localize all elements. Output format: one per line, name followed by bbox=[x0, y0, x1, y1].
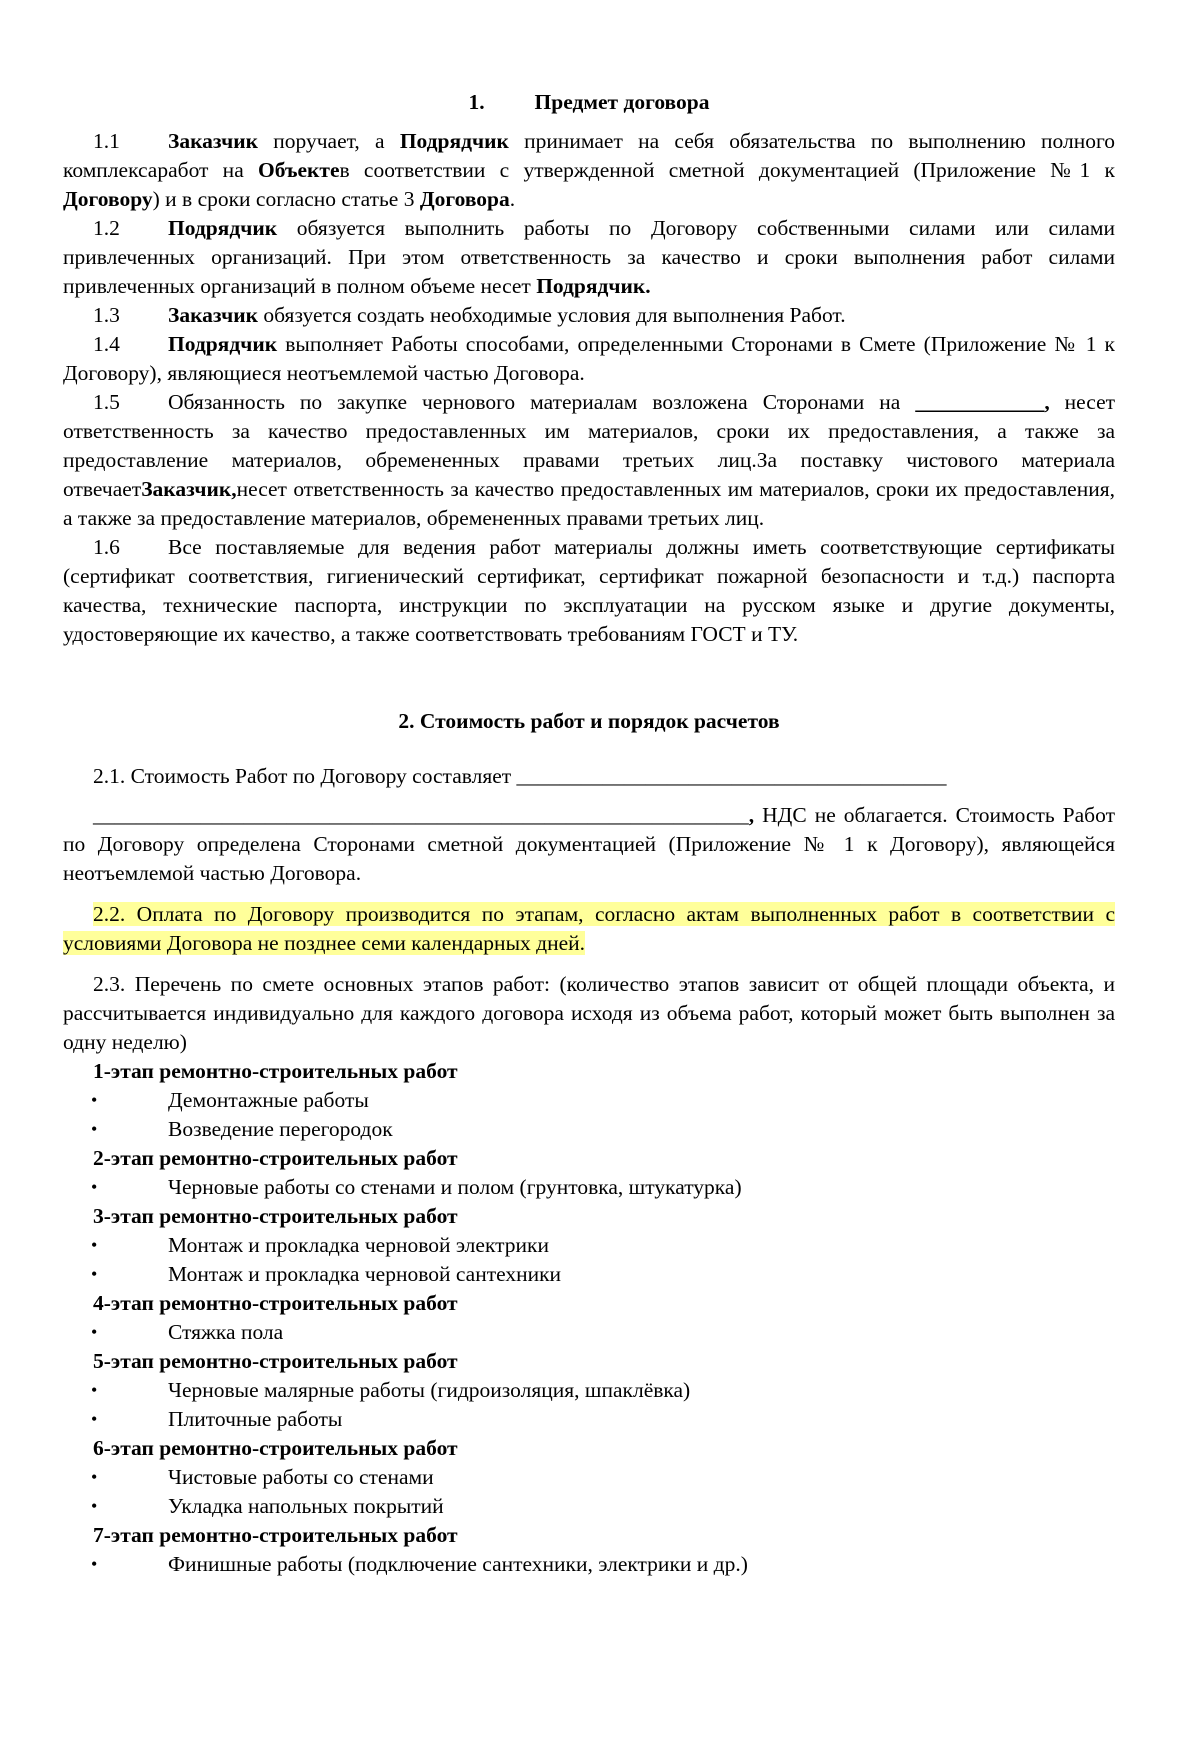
bold-term: ____________, bbox=[915, 390, 1050, 414]
list-item-text: Чистовые работы со стенами bbox=[168, 1465, 434, 1489]
section-2-heading: 2. Стоимость работ и порядок расчетов bbox=[398, 709, 780, 733]
list-item-text: Стяжка пола bbox=[168, 1320, 284, 1344]
price-comma: , bbox=[748, 803, 755, 827]
list-item-text: Черновые работы со стенами и полом (грунтовка, штукатурка) bbox=[168, 1175, 742, 1199]
bullet-icon: • bbox=[91, 1496, 98, 1516]
bold-term: Подрядчик. bbox=[536, 274, 651, 298]
bold-term: Договора bbox=[419, 187, 510, 211]
clause-text: несет ответственность за качество предоставленных им материалов, сроки их предоставления, а также за предоставление материалов, обремененных правами третьих лиц.За поставку чистового материала отвечает bbox=[63, 390, 1116, 501]
list-item bbox=[63, 1231, 1115, 1260]
clause-number: 1.3 bbox=[93, 303, 120, 327]
clause-text: в соответствии с утвержденной сметной документацией (Приложение №1 к bbox=[339, 158, 1115, 182]
bullet-icon: • bbox=[91, 1467, 98, 1487]
stage-title: 6-этап ремонтно-строительных работ bbox=[93, 1436, 458, 1460]
clause-text: Все поставляемые для ведения работ материалы должны иметь соответствующие сертификаты (сертификат соответствия, гигиенический сертификат, сертификат пожарной безопасности и т.д.) паспорта качества, технические паспорта, инструкции по эксплуатации на русском языке и другие документы, удостоверяющие их качество, а также соответствовать требованиям ГОСТ и ТУ. bbox=[63, 535, 1115, 646]
clause-2-1-text: НДС не облагается. Стоимость Работ по Договору определена Сторонами сметной документацией (Приложение № 1 к Договору), являющейся неотъемлемой частью Договора. bbox=[63, 803, 1115, 885]
clause-text: обязуется создать необходимые условия для выполнения Работ. bbox=[258, 303, 846, 327]
list-item-text: Плиточные работы bbox=[168, 1407, 343, 1431]
bold-term: Заказчик bbox=[168, 303, 259, 327]
clause-2-1-body bbox=[63, 801, 1115, 888]
clause-text: Обязанность по закупке чернового материалам возложена Сторонами на bbox=[168, 390, 916, 414]
clause-text: . bbox=[509, 187, 516, 211]
clause-text: ) и в сроки согласно статье 3 bbox=[152, 187, 420, 211]
bullet-icon: • bbox=[91, 1235, 98, 1255]
stage-title: 2-этап ремонтно-строительных работ bbox=[93, 1146, 458, 1170]
clause-1-2 bbox=[63, 214, 1115, 301]
clause-2-1 bbox=[63, 762, 1115, 888]
clause-text: выполняет Работы способами, определенными Сторонами в Смете (Приложение № 1 к Договору), являющиеся неотъемлемой частью Договора. bbox=[63, 332, 1115, 385]
bullet-icon: • bbox=[91, 1119, 98, 1139]
section-1-heading bbox=[63, 88, 1115, 117]
bullet-icon: • bbox=[91, 1554, 98, 1574]
stage-title: 4-этап ремонтно-строительных работ bbox=[93, 1291, 458, 1315]
clause-1-3 bbox=[63, 301, 1115, 330]
bullet-icon: • bbox=[91, 1090, 98, 1110]
list-item bbox=[63, 1405, 1115, 1434]
bullet-icon: • bbox=[91, 1322, 98, 1342]
bullet-icon: • bbox=[91, 1264, 98, 1284]
list-item-text: Укладка напольных покрытий bbox=[168, 1494, 444, 1518]
bullet-icon: • bbox=[91, 1409, 98, 1429]
clause-number: 1.1 bbox=[93, 129, 120, 153]
list-item-text: Монтаж и прокладка черновой электрики bbox=[168, 1233, 549, 1257]
bold-term: Договору bbox=[63, 187, 153, 211]
clause-1-1 bbox=[63, 127, 1115, 214]
section-1-number: 1. bbox=[468, 90, 485, 114]
stage-title: 3-этап ремонтно-строительных работ bbox=[93, 1204, 458, 1228]
clause-number: 1.4 bbox=[93, 332, 120, 356]
section-1-clauses bbox=[63, 127, 1115, 649]
clause-1-4 bbox=[63, 330, 1115, 388]
list-item-text: Финишные работы (подключение сантехники, электрики и др.) bbox=[168, 1552, 748, 1576]
bold-term: Объекте bbox=[258, 158, 340, 182]
price-blank: _____________________________________________________________ bbox=[93, 803, 749, 827]
clause-2-2 bbox=[63, 900, 1115, 958]
list-item-text: Возведение перегородок bbox=[168, 1117, 393, 1141]
bold-term: Подрядчик bbox=[168, 216, 278, 240]
clause-number: 1.6 bbox=[93, 535, 120, 559]
clause-text: поручает, а bbox=[258, 129, 400, 153]
clause-2-1-line1: 2.1. Стоимость Работ по Договору составляет ________________________________________ bbox=[93, 764, 947, 788]
bold-term: Заказчик, bbox=[141, 477, 237, 501]
list-item-text: Демонтажные работы bbox=[168, 1088, 369, 1112]
work-stages-list bbox=[63, 1057, 1115, 1579]
section-1-title: Предмет договора bbox=[534, 90, 710, 114]
bold-term: Подрядчик bbox=[399, 129, 509, 153]
bold-term: Подрядчик bbox=[168, 332, 278, 356]
list-item bbox=[63, 1376, 1115, 1405]
bullet-icon: • bbox=[91, 1177, 98, 1197]
list-item bbox=[63, 1463, 1115, 1492]
clause-2-3: 2.3. Перечень по смете основных этапов работ: (количество этапов зависит от общей площади объекта, и рассчитывается индивидуально для каждого договора исходя из объема работ, который может быть выполнен за одну неделю) bbox=[63, 972, 1115, 1054]
bold-term: Заказчик bbox=[168, 129, 259, 153]
list-item bbox=[63, 1318, 1115, 1347]
list-item bbox=[63, 1260, 1115, 1289]
stage-title: 7-этап ремонтно-строительных работ bbox=[93, 1523, 458, 1547]
bullet-icon: • bbox=[91, 1380, 98, 1400]
clause-number: 1.5 bbox=[93, 390, 120, 414]
list-item bbox=[63, 1550, 1115, 1579]
clause-text: обязуется выполнить работы по Договору собственными силами или силами привлеченных организаций. При этом ответственность за качество и сроки выполнения работ силами привлеченных организаций в полном объеме несет bbox=[63, 216, 1115, 298]
list-item bbox=[63, 1173, 1115, 1202]
list-item-text: Черновые малярные работы (гидроизоляция, шпаклёвка) bbox=[168, 1378, 691, 1402]
list-item bbox=[63, 1115, 1115, 1144]
clause-text: несет ответственность за качество предоставленных им материалов, сроки их предоставления, а также за предоставление материалов, обремененных правами третьих лиц. bbox=[63, 477, 1115, 530]
list-item bbox=[63, 1492, 1115, 1521]
clause-1-5 bbox=[63, 388, 1115, 533]
list-item-text: Монтаж и прокладка черновой сантехники bbox=[168, 1262, 562, 1286]
clause-2-2-highlighted-text: 2.2. Оплата по Договору производится по этапам, согласно актам выполненных работ в соответствии с условиями Договора не позднее семи календарных дней. bbox=[63, 902, 1115, 955]
stage-title: 1-этап ремонтно-строительных работ bbox=[93, 1059, 458, 1083]
document-page bbox=[63, 88, 1115, 1579]
list-item bbox=[63, 1086, 1115, 1115]
clause-text: принимает на себя обязательства по выполнению полного комплексаработ на bbox=[63, 129, 1115, 182]
clause-number: 1.2 bbox=[93, 216, 120, 240]
stage-title: 5-этап ремонтно-строительных работ bbox=[93, 1349, 458, 1373]
clause-1-6 bbox=[63, 533, 1115, 649]
